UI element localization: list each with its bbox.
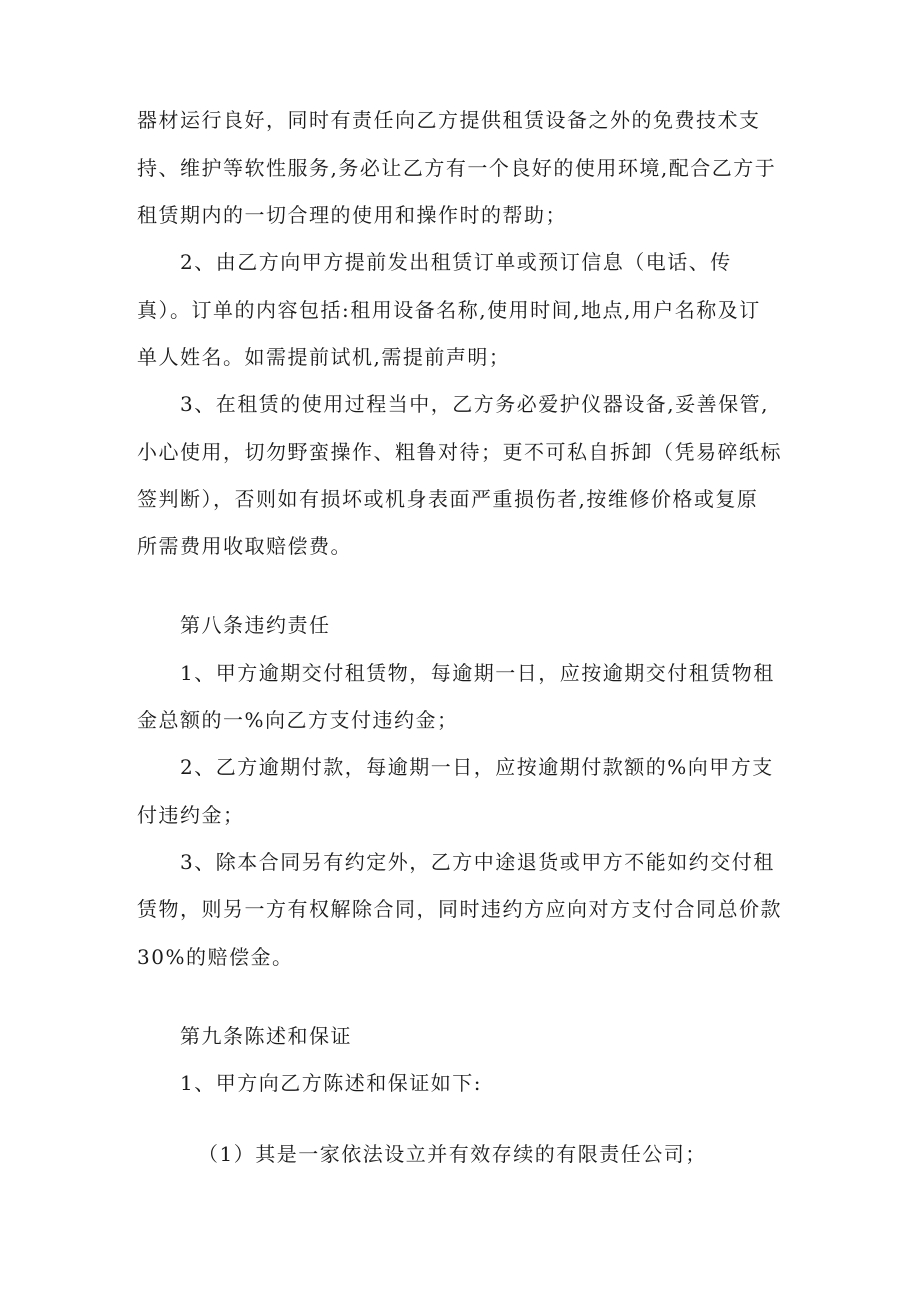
text-line: 器材运行良好，同时有责任向乙方提供租赁设备之外的免费技术支: [137, 108, 761, 132]
text-line: 单人姓名。如需提前试机,需提前声明；: [137, 345, 511, 369]
text-line: 1、甲方逾期交付租赁物，每逾期一日，应按逾期交付租赁物租: [180, 661, 775, 685]
text-line: 2、由乙方向甲方提前发出租赁订单或预订信息（电话、传: [180, 250, 732, 274]
text-line: 小心使用，切勿野蛮操作、粗鲁对待；更不可私自拆卸（凭易碎纸标: [137, 440, 782, 464]
text-line: 2、乙方逾期付款，每逾期一日，应按逾期付款额的%向甲方支: [180, 755, 774, 779]
text-line: 3、除本合同另有约定外，乙方中途退货或甲方不能如约交付租: [180, 850, 775, 874]
text-line: 持、维护等软性服务,务必让乙方有一个良好的使用环境,配合乙方于: [137, 156, 777, 180]
text-line: 真）。订单的内容包括:租用设备名称,使用时间,地点,用户名称及订: [137, 298, 761, 322]
text-line: 租赁期内的一切合理的使用和操作时的帮助；: [137, 203, 567, 227]
text-line: 1、甲方向乙方陈述和保证如下:: [180, 1071, 482, 1095]
text-line: 所需费用收取赔偿费。: [137, 534, 352, 558]
text-line: 30%的赔偿金。: [137, 945, 294, 969]
text-line: 赁物，则另一方有权解除合同，同时违约方应向对方支付合同总价款: [137, 897, 782, 921]
section-heading: 第九条陈述和保证: [180, 1024, 352, 1048]
text-line: 金总额的一%向乙方支付违约金；: [137, 708, 459, 732]
text-line: （1）其是一家依法设立并有效存续的有限责任公司；: [198, 1142, 707, 1166]
text-line: 付违约金；: [137, 803, 245, 827]
text-line: 3、在租赁的使用过程当中，乙方务必爱护仪器设备,妥善保管,: [180, 392, 769, 416]
text-line: 签判断），否则如有损坏或机身表面严重损伤者,按维修价格或复原: [137, 487, 759, 511]
section-heading: 第八条违约责任: [180, 613, 331, 637]
